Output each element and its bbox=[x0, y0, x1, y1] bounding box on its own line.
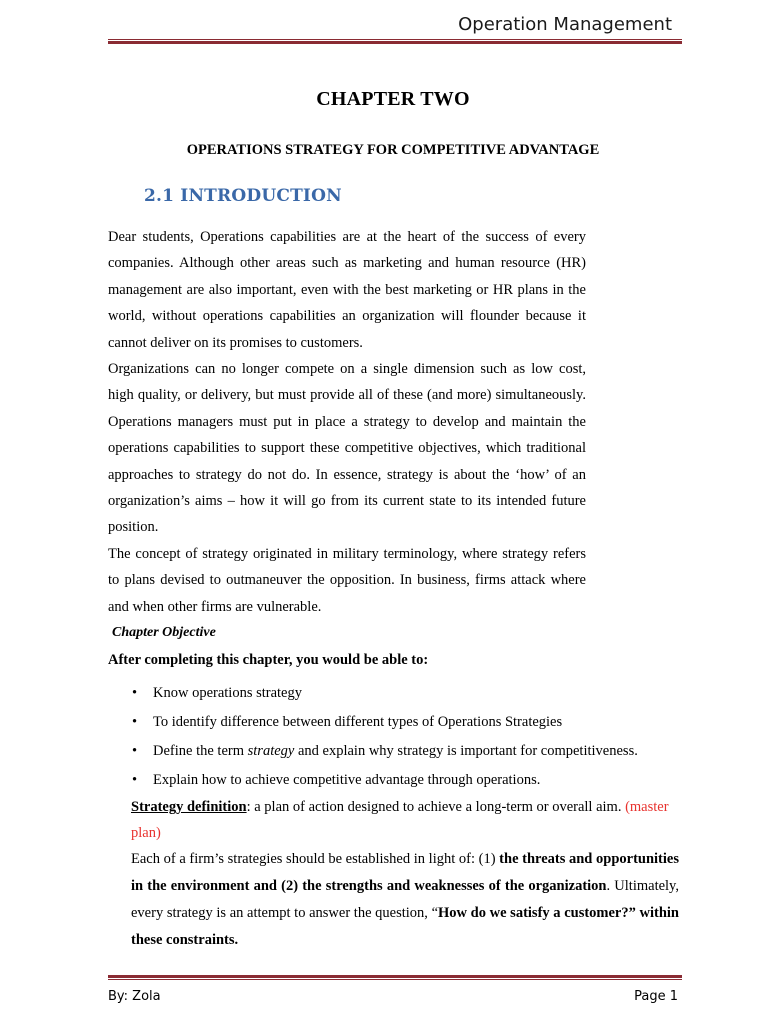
header-rule bbox=[108, 39, 682, 45]
paragraph-text: The concept of strategy originated in military terminology, where strategy refers to plans devised to outmaneuver the opposition. In business, firms attack where and when other firms are vulnerable. bbox=[108, 546, 586, 615]
paragraph-bold-text: the threats and opportunities in the environment and (2) the strengths and weaknesses of the organization bbox=[131, 851, 679, 894]
intro-paragraph-2 bbox=[108, 356, 586, 541]
list-item bbox=[108, 767, 668, 796]
intro-paragraph-3 bbox=[108, 541, 586, 620]
paragraph-text: Each of a firm’s strategies should be established in light of: (1) bbox=[131, 851, 500, 867]
list-item-text: Explain how to achieve competitive advantage through operations. bbox=[153, 772, 541, 788]
definition-text: : a plan of action designed to achieve a long-term or overall aim. bbox=[246, 799, 626, 815]
bullet-icon: • bbox=[132, 714, 138, 730]
footer-page-number: Page 1 bbox=[634, 989, 678, 1004]
paragraph-text: Organizations can no longer compete on a single dimension such as low cost, high quality, or delivery, but must provide all of these (and more) simultaneously. Operations managers must put in place a strategy to develop and maintain the operations capabilities to support these competitive objectives, which traditional approaches to strategy do not do. In essence, strategy is about the ‘how’ of an organization’s aims – how it will go from its current state to its intended future position. bbox=[108, 361, 586, 536]
list-item-text: To identify difference between different types of Operations Strategies bbox=[153, 714, 563, 730]
list-item bbox=[108, 709, 668, 738]
bullet-icon: • bbox=[132, 743, 138, 759]
header-rule-thin bbox=[108, 39, 682, 40]
objectives-intro: After completing this chapter, you would be able to: bbox=[108, 652, 429, 668]
footer-author: By: Zola bbox=[108, 989, 161, 1004]
list-item-text: Know operations strategy bbox=[153, 685, 302, 701]
paragraph-bold-text: How do we satisfy a customer?” within these constraints. bbox=[131, 905, 679, 948]
list-item-text-pre: Define the term bbox=[153, 743, 248, 759]
chapter-title: CHAPTER TWO bbox=[316, 88, 470, 110]
list-item bbox=[108, 738, 668, 767]
section-heading: 2.1 INTRODUCTION bbox=[144, 186, 342, 206]
list-item-emphasis: strategy bbox=[247, 743, 295, 759]
paragraph-text: . Ultimately, every strategy is an attempt to answer the question, “ bbox=[131, 878, 679, 921]
list-item bbox=[108, 680, 668, 709]
definition-term: Strategy definition bbox=[131, 799, 247, 815]
paragraph-text: Dear students, Operations capabilities are at the heart of the success of every companies. Although other areas such as marketing and human resource (HR) management are also important, even with the best marketing or HR plans in the world, without operations capabilities an organization will flounder because it cannot deliver on its promises to customers. bbox=[108, 229, 586, 351]
list-item-text-post: and explain why strategy is important for competitiveness. bbox=[294, 743, 638, 759]
objectives-list bbox=[108, 680, 668, 796]
strategy-paragraph bbox=[131, 846, 679, 954]
bullet-icon: • bbox=[132, 772, 138, 788]
definition-note: (master plan) bbox=[131, 799, 669, 841]
strategy-definition bbox=[131, 794, 679, 846]
footer-rule-thin bbox=[108, 979, 682, 980]
footer-rule bbox=[108, 975, 682, 981]
intro-paragraph-1 bbox=[108, 224, 586, 356]
chapter-objective-heading: Chapter Objective bbox=[112, 625, 216, 640]
footer-rule-thick bbox=[108, 975, 682, 978]
chapter-subtitle: OPERATIONS STRATEGY FOR COMPETITIVE ADVANTAGE bbox=[186, 142, 600, 158]
header-title: Operation Management bbox=[458, 14, 672, 35]
header-rule-thick bbox=[108, 41, 682, 44]
bullet-icon: • bbox=[132, 685, 138, 701]
